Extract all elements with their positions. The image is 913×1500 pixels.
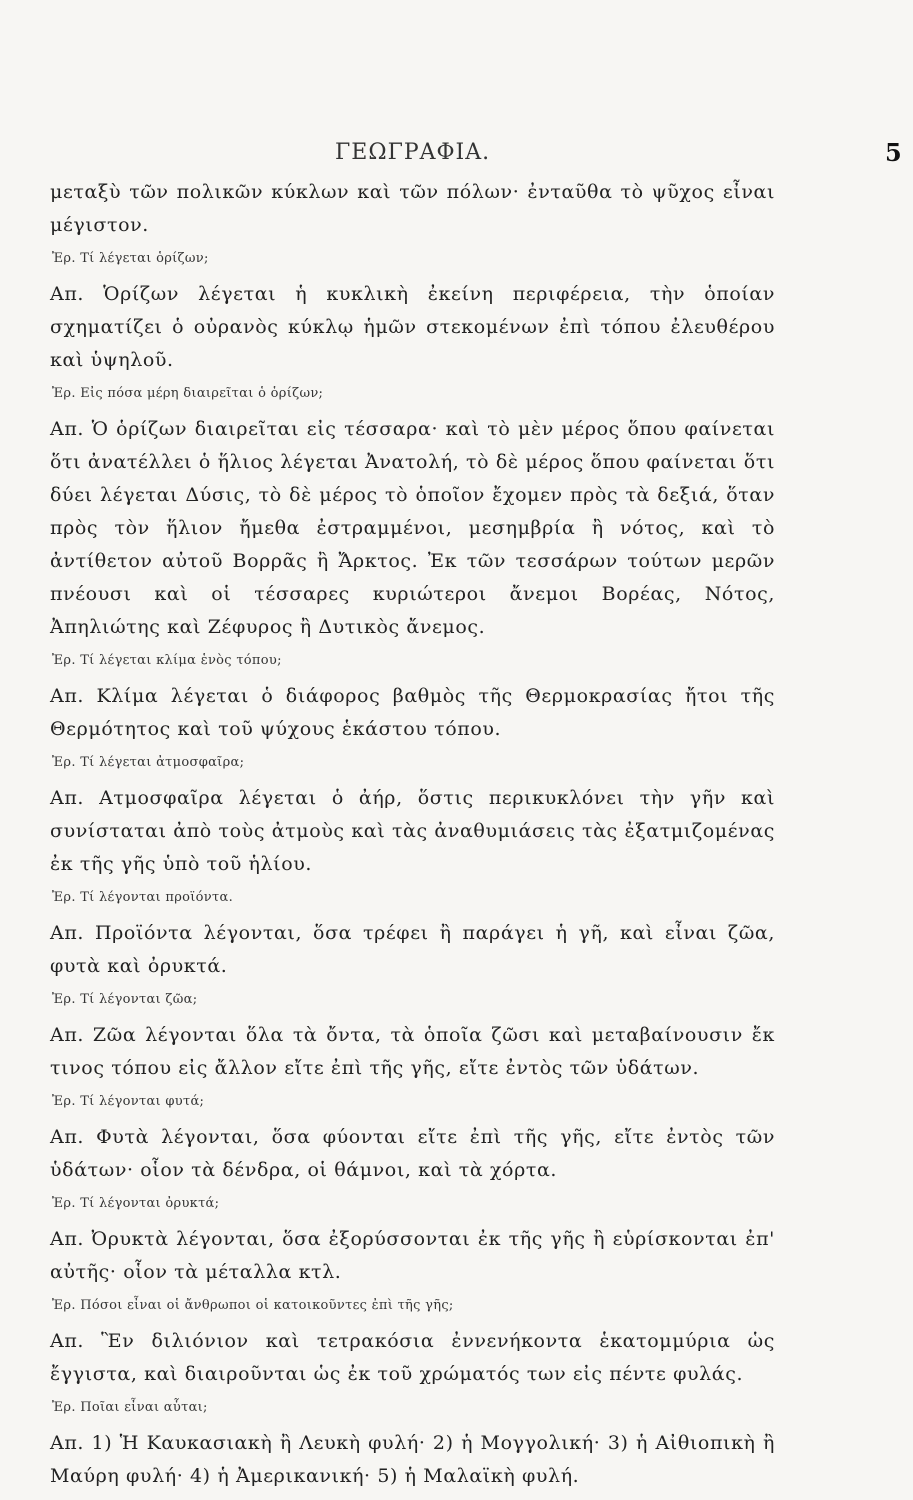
- question-line: Ἐρ. Τί λέγονται φυτά;: [52, 1094, 205, 1109]
- answer-paragraph: Απ. Ατμοσφαῖρα λέγεται ὁ ἀήρ, ὅστις περικυκλόνει τὴν γῆν καὶ συνίσταται ἀπὸ τοὺς ἀτμοὺς καὶ τὰς ἀναθυμιάσεις τὰς ἐξατμιζομένας ἐκ τῆς γῆς ὑπὸ τοῦ ἡλίου.: [50, 787, 775, 875]
- answer-paragraph: Απ. Ὁρίζων λέγεται ἡ κυκλικὴ ἐκείνη περιφέρεια, τὴν ὁποίαν σχηματίζει ὁ οὐρανὸς κύκλῳ ἡμῶν στεκομένων ἐπὶ τόπου ἐλευθέρου καὶ ὑψηλοῦ.: [50, 283, 775, 371]
- answer-paragraph: Απ. Κλίμα λέγεται ὁ διάφορος βαθμὸς τῆς Θερμοκρασίας ἤτοι τῆς Θερμότητος καὶ τοῦ ψύχους ἑκάστου τόπου.: [50, 685, 775, 740]
- question-line: Ἐρ. Τί λέγεται ἀτμοσφαῖρα;: [52, 755, 245, 770]
- question-line: Ἐρ. Τί λέγονται ζῶα;: [52, 992, 198, 1007]
- answer-paragraph: Απ. Ὀρυκτὰ λέγονται, ὅσα ἐξορύσσονται ἐκ τῆς γῆς ἢ εὑρίσκονται ἐπ' αὐτῆς· οἷον τὰ μέταλλα κτλ.: [50, 1228, 775, 1283]
- answer-paragraph: Απ. Ἓν διλιόνιον καὶ τετρακόσια ἐννενήκοντα ἑκατομμύρια ὡς ἔγγιστα, καὶ διαιροῦνται ὡς ἐκ τοῦ χρώματός των εἰς πέντε φυλάς.: [50, 1330, 775, 1385]
- question-line: Ἐρ. Τί λέγονται ὀρυκτά;: [52, 1196, 220, 1211]
- answer-paragraph: μεταξὺ τῶν πολικῶν κύκλων καὶ τῶν πόλων· ἐνταῦθα τὸ ψῦχος εἶναι μέγιστον.: [50, 181, 775, 236]
- question-line: Ἐρ. Τί λέγεται κλίμα ἑνὸς τόπου;: [52, 653, 282, 668]
- question-line: Ἐρ. Τί λέγεται ὁρίζων;: [52, 251, 209, 266]
- page-number: 5: [885, 138, 902, 167]
- running-title: ΓΕΩΓΡΑΦΙΑ.: [335, 140, 491, 165]
- page-header: [0, 140, 913, 170]
- answer-paragraph: Απ. Φυτὰ λέγονται, ὅσα φύονται εἴτε ἐπὶ τῆς γῆς, εἴτε ἐντὸς τῶν ὑδάτων· οἷον τὰ δένδρα, οἱ θάμνοι, καὶ τὰ χόρτα.: [50, 1126, 775, 1181]
- question-line: Ἐρ. Ποῖαι εἶναι αὗται;: [52, 1400, 208, 1415]
- question-line: Ἐρ. Τί λέγονται προϊόντα.: [52, 890, 234, 905]
- answer-paragraph: Απ. 1) Ἡ Καυκασιακὴ ἢ Λευκὴ φυλή· 2) ἡ Μογγολική· 3) ἡ Αἰθιοπικὴ ἢ Μαύρη φυλή· 4) ἡ Ἀμερικανική· 5) ἡ Μαλαϊκὴ φυλή.: [50, 1432, 775, 1487]
- question-line: Ἐρ. Εἰς πόσα μέρη διαιρεῖται ὁ ὁρίζων;: [52, 386, 324, 401]
- answer-paragraph: Απ. Ζῶα λέγονται ὅλα τὰ ὄντα, τὰ ὁποῖα ζῶσι καὶ μεταβαίνουσιν ἔκ τινος τόπου εἰς ἄλλον εἴτε ἐπὶ τῆς γῆς, εἴτε ἐντὸς τῶν ὑδάτων.: [50, 1024, 775, 1079]
- answer-paragraph: Απ. Ὁ ὁρίζων διαιρεῖται εἰς τέσσαρα· καὶ τὸ μὲν μέρος ὅπου φαίνεται ὅτι ἀνατέλλει ὁ ἥλιος λέγεται Ἀνατολή, τὸ δὲ μέρος ὅπου φαίνεται ὅτι δύει λέγεται Δύσις, τὸ δὲ μέρος τὸ ὁποῖον ἔχομεν πρὸς τὰ δεξιά, ὅταν πρὸς τὸν ἥλιον ἤμεθα ἐστραμμένοι, μεσημβρία ἢ νότος, καὶ τὸ ἀντίθετον αὐτοῦ Βορρᾶς ἢ Ἄρκτος. Ἐκ τῶν τεσσάρων τούτων μερῶν πνέουσι καὶ οἱ τέσσαρες κυριώτεροι ἄνεμοι Βορέας, Νότος, Ἀπηλιώτης καὶ Ζέφυρος ἢ Δυτικὸς ἄνεμος.: [50, 418, 775, 638]
- question-line: Ἐρ. Πόσοι εἶναι οἱ ἄνθρωποι οἱ κατοικοῦντες ἐπὶ τῆς γῆς;: [52, 1298, 454, 1313]
- answer-paragraph: Απ. Προϊόντα λέγονται, ὅσα τρέφει ἢ παράγει ἡ γῆ, καὶ εἶναι ζῶα, φυτὰ καὶ ὀρυκτά.: [50, 922, 775, 977]
- page-body: [50, 176, 775, 1497]
